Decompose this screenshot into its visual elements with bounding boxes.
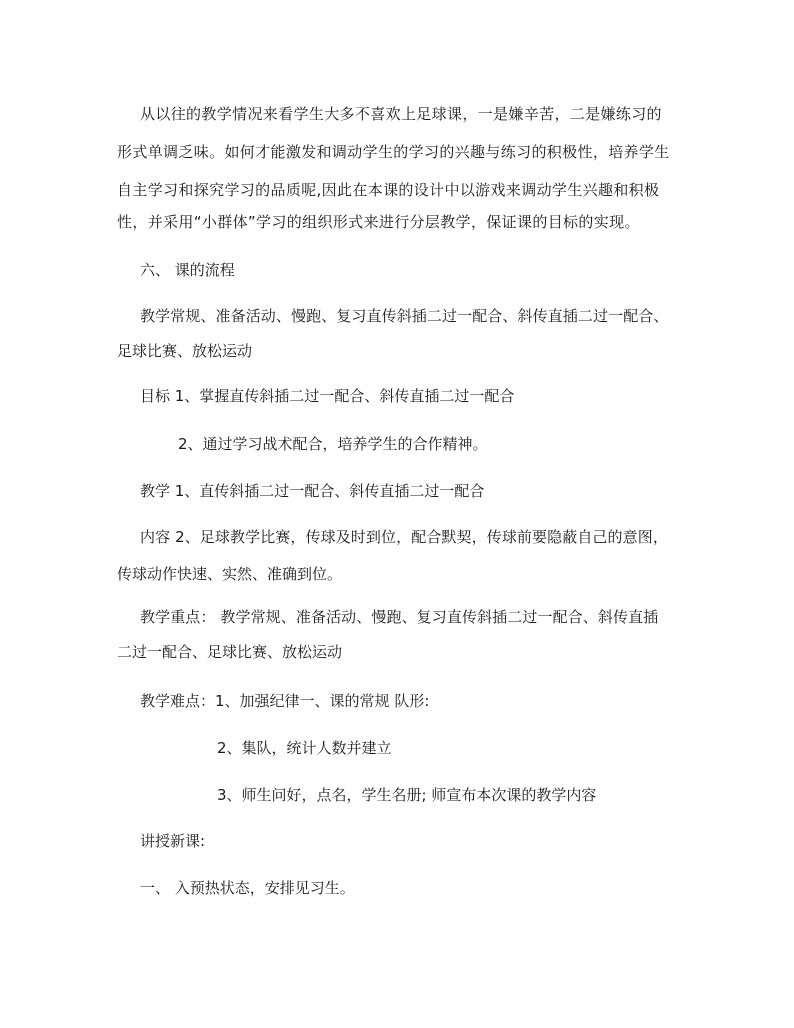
paragraph-line-4: 性，并采用“小群体”学习的组织形式来进行分层教学，保证课的目标的实现。: [117, 213, 640, 231]
flow-line-2: 足球比赛、放松运动: [117, 342, 253, 360]
new-lesson-heading: 讲授新课:: [140, 832, 206, 850]
difficulty-line-2: 2、集队，统计人数并建立: [217, 739, 392, 757]
section-heading: 六、 课的流程: [140, 261, 235, 279]
paragraph-line-1: 从以往的教学情况来看学生大多不喜欢上足球课，一是嫌辛苦，二是嫌练习的: [140, 105, 662, 123]
goal-line-1: 目标 1、掌握直传斜插二过一配合、斜传直插二过一配合: [140, 387, 515, 405]
difficulty-line-1: 教学难点：1、加强纪律一、课的常规 队形:: [140, 692, 430, 710]
content-line-1: 教学 1、直传斜插二过一配合、斜传直插二过一配合: [140, 482, 485, 500]
flow-line-1: 教学常规、准备活动、慢跑、复习直传斜插二过一配合、斜传直插二过一配合、: [140, 307, 669, 325]
key-points-line-2: 二过一配合、足球比赛、放松运动: [117, 643, 343, 661]
goal-line-2: 2、通过学习战术配合，培养学生的合作精神。: [178, 435, 488, 453]
paragraph-line-2: 形式单调乏味。如何才能激发和调动学生的学习的兴趣与练习的积极性，培养学生: [117, 143, 670, 161]
paragraph-line-3: 自主学习和探究学习的品质呢,因此在本课的设计中以游戏来调动学生兴趣和积极: [117, 181, 660, 199]
content-line-2: 内容 2、足球教学比赛，传球及时到位，配合默契，传球前要隐蔽自己的意图，: [140, 528, 668, 546]
step-1-line: 一、 入预热状态，安排见习生。: [140, 879, 355, 897]
key-points-line-1: 教学重点： 教学常规、准备活动、慢跑、复习直传斜插二过一配合、斜传直插: [140, 608, 659, 626]
content-line-3: 传球动作快速、实然、准确到位。: [117, 565, 343, 583]
difficulty-line-3: 3、师生问好，点名，学生名册; 师宣布本次课的教学内容: [217, 786, 597, 804]
